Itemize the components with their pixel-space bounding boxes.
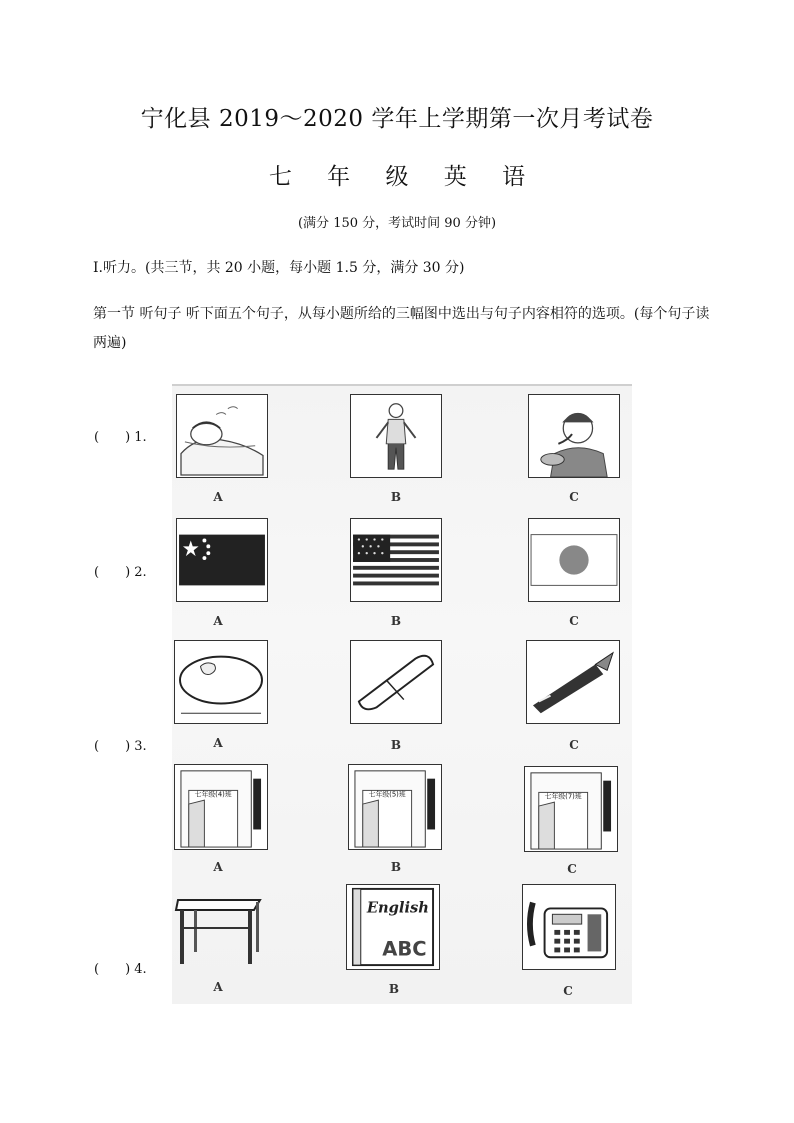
option-label: B [388,982,400,996]
option-label: C [569,490,579,504]
option-label: A [213,860,223,874]
usa-flag-icon [350,518,442,602]
door-sign: 七年级(5)班 [368,790,406,799]
book-title: English [366,899,429,917]
question-2-label: ( ) 2. [94,565,147,580]
question-4-label: ( ) 4. [94,962,147,977]
section-instruction: 第一节 听句子 听下面五个句子，从每小题所给的三幅图中选出与句子内容相符的选项。(每个句子读两遍) [93,306,710,351]
eraser-icon [350,640,442,724]
english-book-icon [346,884,440,970]
door-sign: 七年级(4)班 [194,790,232,799]
option-label: C [569,614,579,628]
section-heading: I.听力。(共三节，共 20 小题，每小题 1.5 分，满分 30 分) [93,260,465,276]
phone-call-person-icon [528,394,620,478]
classroom-door-icon [524,766,618,852]
option-label: A [213,614,223,628]
sleeping-person-icon [176,394,268,478]
classroom-door-icon [174,764,268,850]
option-label: C [569,738,579,752]
standing-person-icon [350,394,442,478]
option-label: B [390,614,402,628]
question-3-label: ( ) 3. [94,739,147,754]
classroom-door-icon [348,764,442,850]
pen-icon [526,640,620,724]
japan-flag-icon [528,518,620,602]
option-label: A [213,736,223,750]
option-label: B [390,860,402,874]
exam-title: 宁化县 2019～2020 学年上学期第一次月考试卷 [140,106,654,132]
question-1-label: ( ) 1. [94,430,147,445]
book-letters: ABC [382,937,427,961]
option-label: A [213,490,223,504]
map-icon [174,640,268,724]
score-time-note: (满分 150 分，考试时间 90 分钟) [297,216,497,231]
telephone-icon [522,884,616,970]
option-label: B [390,738,402,752]
option-label: A [213,980,223,994]
desk-icon [172,884,266,970]
china-flag-icon [176,518,268,602]
subject-title: 七 年 级 英 语 [268,164,540,190]
option-label: B [390,490,402,504]
option-label: C [563,984,573,998]
option-label: C [567,862,577,876]
scan-edge-line [172,384,632,386]
door-sign: 七年级(7)班 [544,792,582,801]
